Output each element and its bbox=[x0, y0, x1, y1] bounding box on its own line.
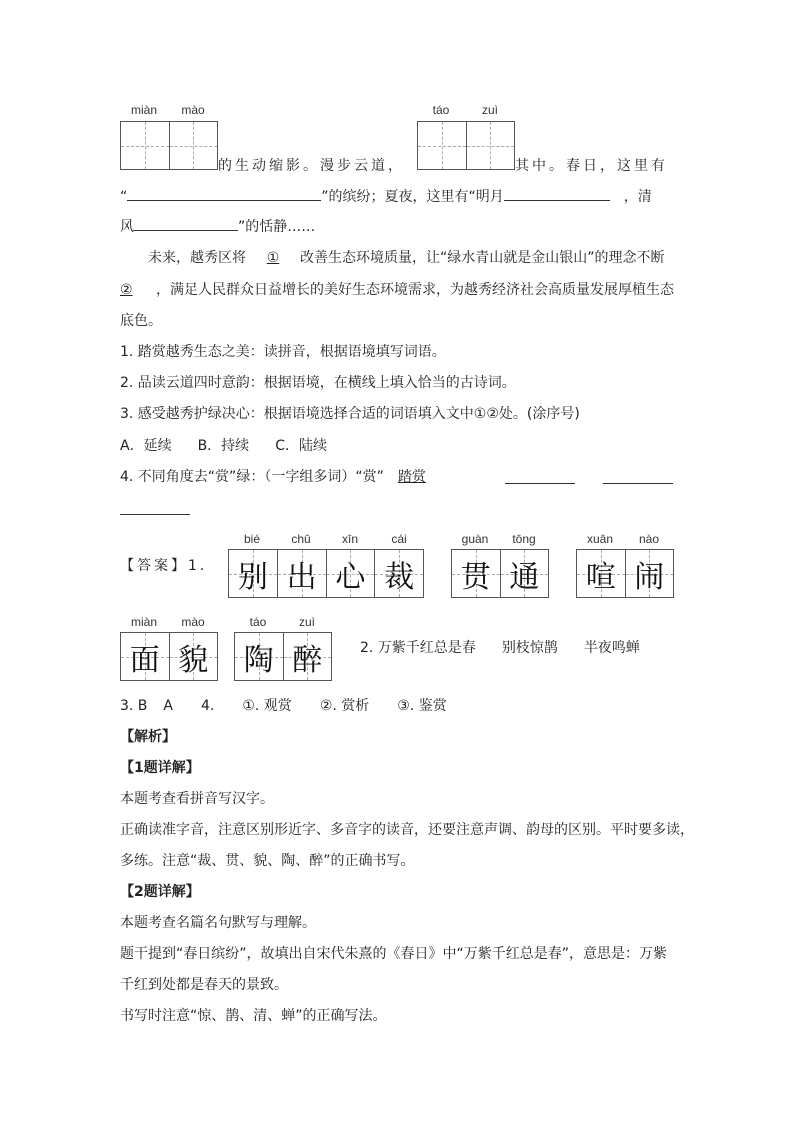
line3-text bbox=[120, 216, 315, 237]
pinyin: táo bbox=[249, 615, 267, 629]
answer-char: 通 bbox=[500, 550, 549, 597]
para2-line3: 底色。 bbox=[120, 313, 162, 329]
section-2-title: 【2题详解】 bbox=[120, 884, 200, 900]
word-blank-2[interactable] bbox=[603, 469, 673, 484]
pinyin-zui: zuì bbox=[481, 103, 498, 117]
question-3: 3. 感受越秀护绿决心：根据语境选择合适的词语填入文中①②处。(涂序号) bbox=[120, 406, 580, 422]
option-b[interactable]: B．持续 bbox=[197, 438, 250, 454]
answer-grid-taozui bbox=[234, 632, 332, 681]
answer-char: 陶 bbox=[235, 633, 283, 680]
answer-grid-xuannao bbox=[576, 549, 674, 598]
question-4-prefix: 4. 不同角度去“赏”绿：（一字组多词）“赏” bbox=[120, 469, 384, 485]
option-c[interactable]: C．陆续 bbox=[275, 438, 327, 454]
pinyin: tōng bbox=[512, 532, 536, 546]
word-blank-1[interactable] bbox=[505, 469, 575, 484]
answer-char: 闹 bbox=[625, 550, 674, 597]
answer-2: 2. 万紫千红总是春 别枝惊鹊 半夜鸣蝉 bbox=[360, 640, 640, 656]
open-quote: “ bbox=[120, 189, 128, 205]
poem-blank-3[interactable] bbox=[134, 216, 238, 231]
section-1-line-1: 本题考查看拼音写汉字。 bbox=[120, 791, 274, 807]
question-3-options bbox=[120, 436, 327, 456]
line2-text-b: ，清 bbox=[623, 189, 652, 205]
grid-cell[interactable] bbox=[418, 122, 466, 169]
section-1-line-2: 正确读准字音，注意区别形近字、多音字的读音，还要注意声调、韵母的区别。平时要多读， bbox=[120, 822, 694, 838]
grid-cell[interactable] bbox=[169, 122, 218, 169]
mark-2: ② bbox=[120, 282, 133, 298]
pinyin: chū bbox=[291, 532, 311, 546]
pinyin: nào bbox=[638, 532, 660, 546]
answer-char: 别 bbox=[229, 550, 277, 597]
section-2-line-2: 题干提到“春日缤纷”，故填出自宋代朱熹的《春日》中“万紫千红总是春”，意思是：万紫 bbox=[120, 946, 668, 962]
answer-char: 貌 bbox=[169, 633, 218, 680]
section-2-line-3: 千红到处都是春天的景致。 bbox=[120, 977, 288, 993]
analysis-title: 【解析】 bbox=[120, 729, 176, 745]
para2-line1 bbox=[148, 248, 665, 268]
blank-grid-mianmao[interactable] bbox=[120, 121, 218, 170]
answer-char: 面 bbox=[121, 633, 169, 680]
line1-text-a: 的生动缩影。漫步云道， bbox=[218, 158, 405, 174]
question-2: 2. 品读云道四时意韵：根据语境，在横线上填入恰当的古诗词。 bbox=[120, 375, 516, 391]
line2-text bbox=[120, 186, 652, 207]
pinyin-mian: miàn bbox=[130, 103, 157, 117]
section-2-line-1: 本题考查名篇名句默写与理解。 bbox=[120, 915, 316, 931]
answer-grid-biechuxincai bbox=[228, 549, 424, 598]
pinyin: bié bbox=[243, 532, 260, 546]
answer-char: 醉 bbox=[283, 633, 332, 680]
pinyin: xīn bbox=[341, 532, 358, 546]
answer-char: 裁 bbox=[374, 550, 423, 597]
pinyin-tao: táo bbox=[432, 103, 450, 117]
pinyin: guàn bbox=[461, 532, 489, 546]
pinyin: miàn bbox=[130, 615, 157, 629]
line1-text-b: 其中。春日，这里有 bbox=[515, 158, 668, 174]
poem-blank-1[interactable] bbox=[127, 186, 321, 201]
line3-text-b: ”的恬静…… bbox=[238, 219, 316, 235]
para2-line2-text: ，满足人民群众日益增长的美好生态环境需求，为越秀经济社会高质量发展厚植生态 bbox=[156, 282, 674, 298]
blank-grid-taozui[interactable] bbox=[417, 121, 515, 170]
para2-line2 bbox=[120, 280, 674, 300]
word-blank-3[interactable] bbox=[120, 500, 190, 515]
answer-3-4: 3. B A 4. ①. 观赏 ②. 赏析 ③. 鉴赏 bbox=[120, 698, 447, 714]
pinyin: cái bbox=[391, 532, 407, 546]
answer-label: 【答案】1. bbox=[120, 558, 208, 574]
section-2-line-4: 书写时注意“惊、鹊、清、蝉”的正确写法。 bbox=[120, 1008, 387, 1024]
pinyin: xuān bbox=[586, 532, 614, 546]
answer-grid-mianmao bbox=[120, 632, 218, 681]
section-1-title: 【1题详解】 bbox=[120, 760, 200, 776]
answer-char: 喧 bbox=[577, 550, 625, 597]
section-1-line-3: 多练。注意“裁、贯、貌、陶、醉”的正确书写。 bbox=[120, 853, 415, 869]
pinyin: mào bbox=[181, 615, 205, 629]
grid-cell[interactable] bbox=[466, 122, 515, 169]
answer-char: 出 bbox=[277, 550, 326, 597]
poem-blank-2[interactable] bbox=[504, 186, 610, 201]
question-1: 1. 踏赏越秀生态之美：读拼音，根据语境填写词语。 bbox=[120, 344, 446, 360]
option-a[interactable]: A．延续 bbox=[120, 438, 172, 454]
line3-text-a: 风 bbox=[120, 219, 134, 235]
para2-line1-a: 未来，越秀区将 bbox=[148, 250, 246, 266]
answer-char: 心 bbox=[326, 550, 375, 597]
answer-char: 贯 bbox=[452, 550, 500, 597]
para2-line1-b: 改善生态环境质量，让“绿水青山就是金山银山”的理念不断 bbox=[300, 250, 665, 266]
grid-cell[interactable] bbox=[121, 122, 169, 169]
question-4 bbox=[120, 467, 440, 487]
mark-1: ① bbox=[266, 250, 280, 266]
pinyin: zuì bbox=[298, 615, 315, 629]
answer-grid-guantong bbox=[451, 549, 549, 598]
pinyin-mao: mào bbox=[181, 103, 205, 117]
question-4-example: 踏赏 bbox=[397, 469, 426, 485]
line2-text-a: ”的缤纷；夏夜，这里有“明月 bbox=[321, 189, 504, 205]
